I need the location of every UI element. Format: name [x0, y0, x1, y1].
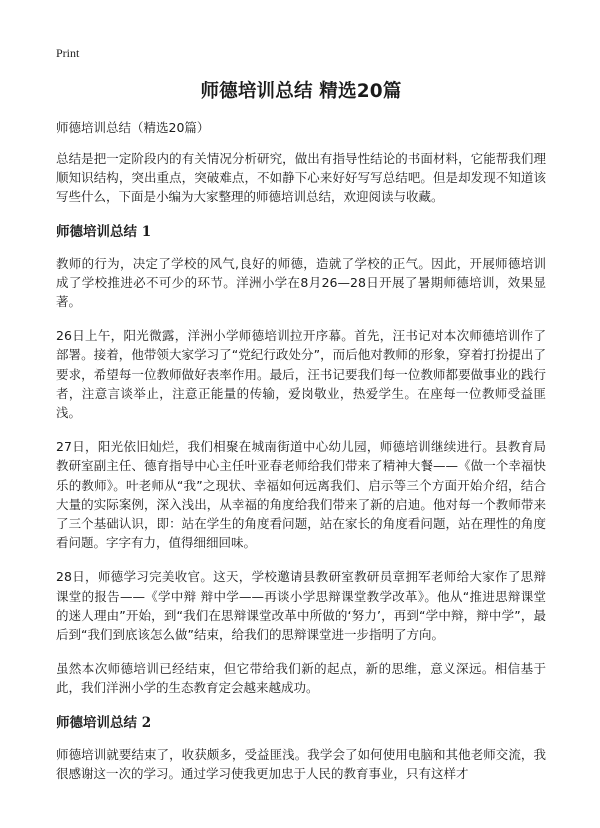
section-paragraph: 教师的行为，决定了学校的风气,良好的师德，造就了学校的正气。因此，开展师德培训成了学校推进必不可少的环节。洋洲小学在8月26—28日开展了暑期师德培训，效果显著。 — [56, 255, 546, 310]
page-title: 师德培训总结 精选20篇 — [200, 81, 402, 102]
section-paragraph: 虽然本次师德培训已经结束，但它带给我们新的起点，新的思维，意义深远。相信基于此，我们洋洲小学的生态教育定会越来越成功。 — [56, 661, 546, 696]
section-paragraph: 师德培训就要结束了，收获颇多，受益匪浅。我学会了如何使用电脑和其他老师交流，我很感谢这一次的学习。通过学习使我更加忠于人民的教育事业，只有这样才 — [56, 746, 546, 781]
section-paragraph: 27日，阳光依旧灿烂，我们相聚在城南街道中心幼儿园，师德培训继续进行。县教育局教研室副主任、德育指导中心主任叶亚春老师给我们带来了精神大餐——《做一个幸福快乐的教师》。叶老师从“我”之现状、幸福如何远离我们、启示等三个方面开始介绍，结合大量的实际案例，深入浅出，从幸福的角度给我们带来了新的启迪。他对每一个教师带来了三个基础认识，即：站在学生的角度看问题，站在家长的角度看问题，站在理性的角度看问题。字字有力，值得细细回味。 — [56, 439, 546, 551]
document-subtitle: 师德培训总结（精选20篇） — [56, 120, 210, 135]
section-heading: 师德培训总结 2 — [56, 714, 152, 731]
print-link[interactable]: Print — [56, 46, 80, 60]
intro-paragraph: 总结是把一定阶段内的有关情况分析研究，做出有指导性结论的书面材料，它能帮我们理顺知识结构，突出重点，突破难点，不如静下心来好好写写总结吧。但是却发现不知道该写些什么，下面是小编为大家整理的师德培训总结，欢迎阅读与收藏。 — [56, 151, 546, 205]
section-paragraph: 28日，师德学习完美收官。这天，学校邀请县教研室教研员章拥军老师给大家作了思辩课堂的报告——《学中辩 辩中学——再谈小学思辩课堂教学改革》。他从“推进思辩课堂的迷人理由”开始，到“我们在思辩课堂改革中所做的‘努力’，再到“学中辩，辩中学”，最后到“我们到底该怎么做”结束，给我们的思辩课堂进一步指明了方向。 — [56, 569, 546, 643]
section-paragraph: 26日上午，阳光微露，洋洲小学师德培训拉开序幕。首先，汪书记对本次师德培训作了部署。接着，他带领大家学习了“党纪行政处分”，而后他对教师的形象，穿着打扮提出了要求，希望每一位教师做好表率作用。最后，汪书记要我们每一位教师都要做事业的践行者，注意言谈举止，注意正能量的传输，爱岗敬业，热爱学生。在座每一位教师受益匪浅。 — [56, 328, 546, 421]
document-body — [56, 78, 546, 798]
section-heading: 师德培训总结 1 — [56, 223, 152, 240]
